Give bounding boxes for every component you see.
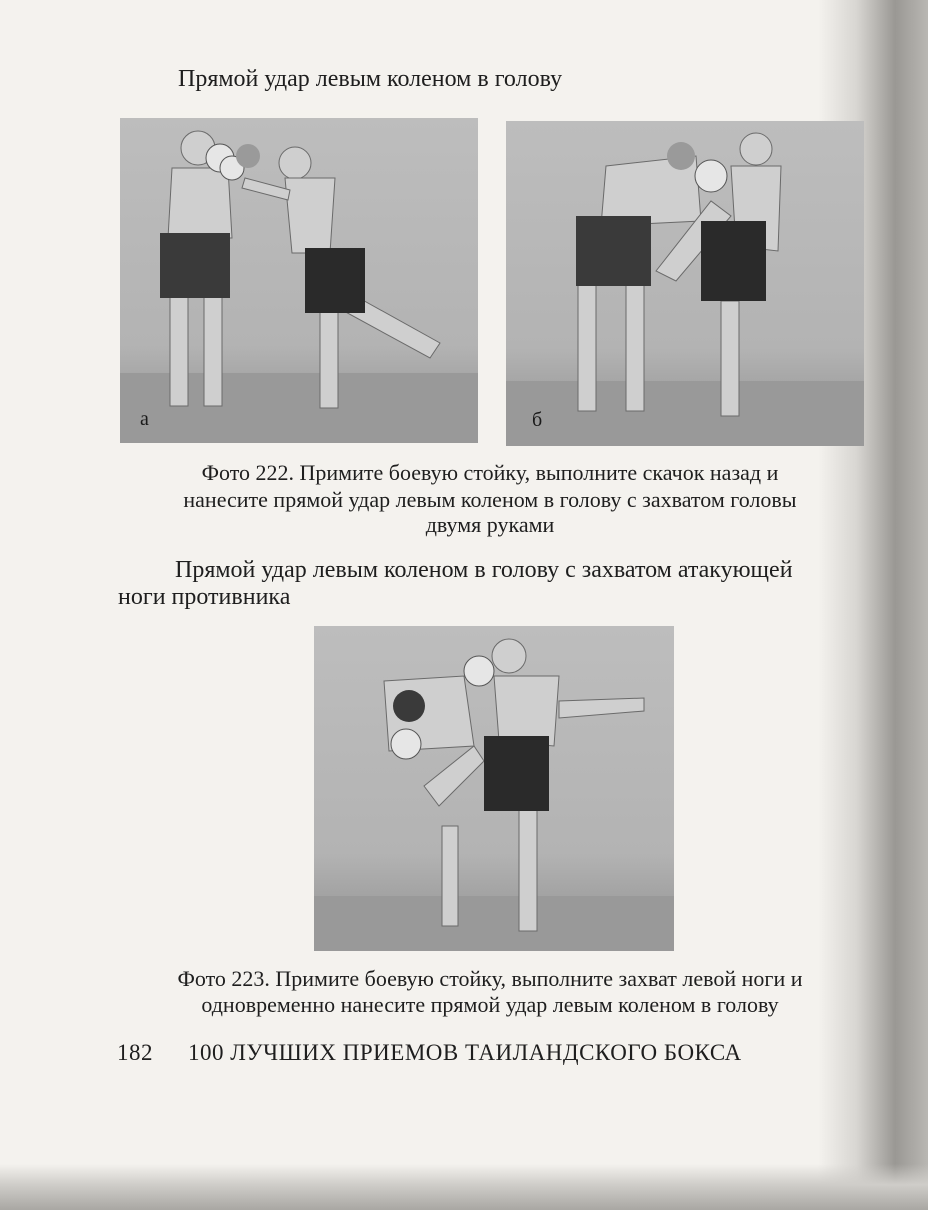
photo-223	[314, 626, 674, 951]
photo-222b-figures	[506, 121, 864, 446]
photo-222b-label: б	[532, 409, 543, 431]
photo-222a-figures	[120, 118, 478, 443]
section-paragraph-line-2: ноги противника	[118, 584, 291, 610]
section-heading-1: Прямой удар левым коленом в голову	[178, 66, 563, 92]
bottom-edge-shadow	[0, 1164, 928, 1210]
caption-223-line-2: одновременно нанесите прямой удар левым коленом в голову	[201, 992, 779, 1017]
photo-222a	[120, 118, 478, 443]
section-paragraph-line-1: Прямой удар левым коленом в голову с захватом атакующей	[175, 557, 793, 583]
caption-222-line-2: нанесите прямой удар левым коленом в голову с захватом головы	[183, 487, 797, 512]
caption-222-line-1: Фото 222. Примите боевую стойку, выполните скачок назад и	[201, 460, 779, 485]
caption-222-line-3: двумя руками	[425, 512, 555, 537]
photo-222a-label: а	[140, 408, 149, 430]
photo-223-figures	[314, 626, 674, 951]
caption-223-line-1: Фото 223. Примите боевую стойку, выполните захват левой ноги и	[177, 966, 803, 991]
photo-222b	[506, 121, 864, 446]
page-number: 182	[117, 1040, 153, 1065]
book-title: 100 ЛУЧШИХ ПРИЕМОВ ТАИЛАНДСКОГО БОКСА	[188, 1040, 742, 1065]
